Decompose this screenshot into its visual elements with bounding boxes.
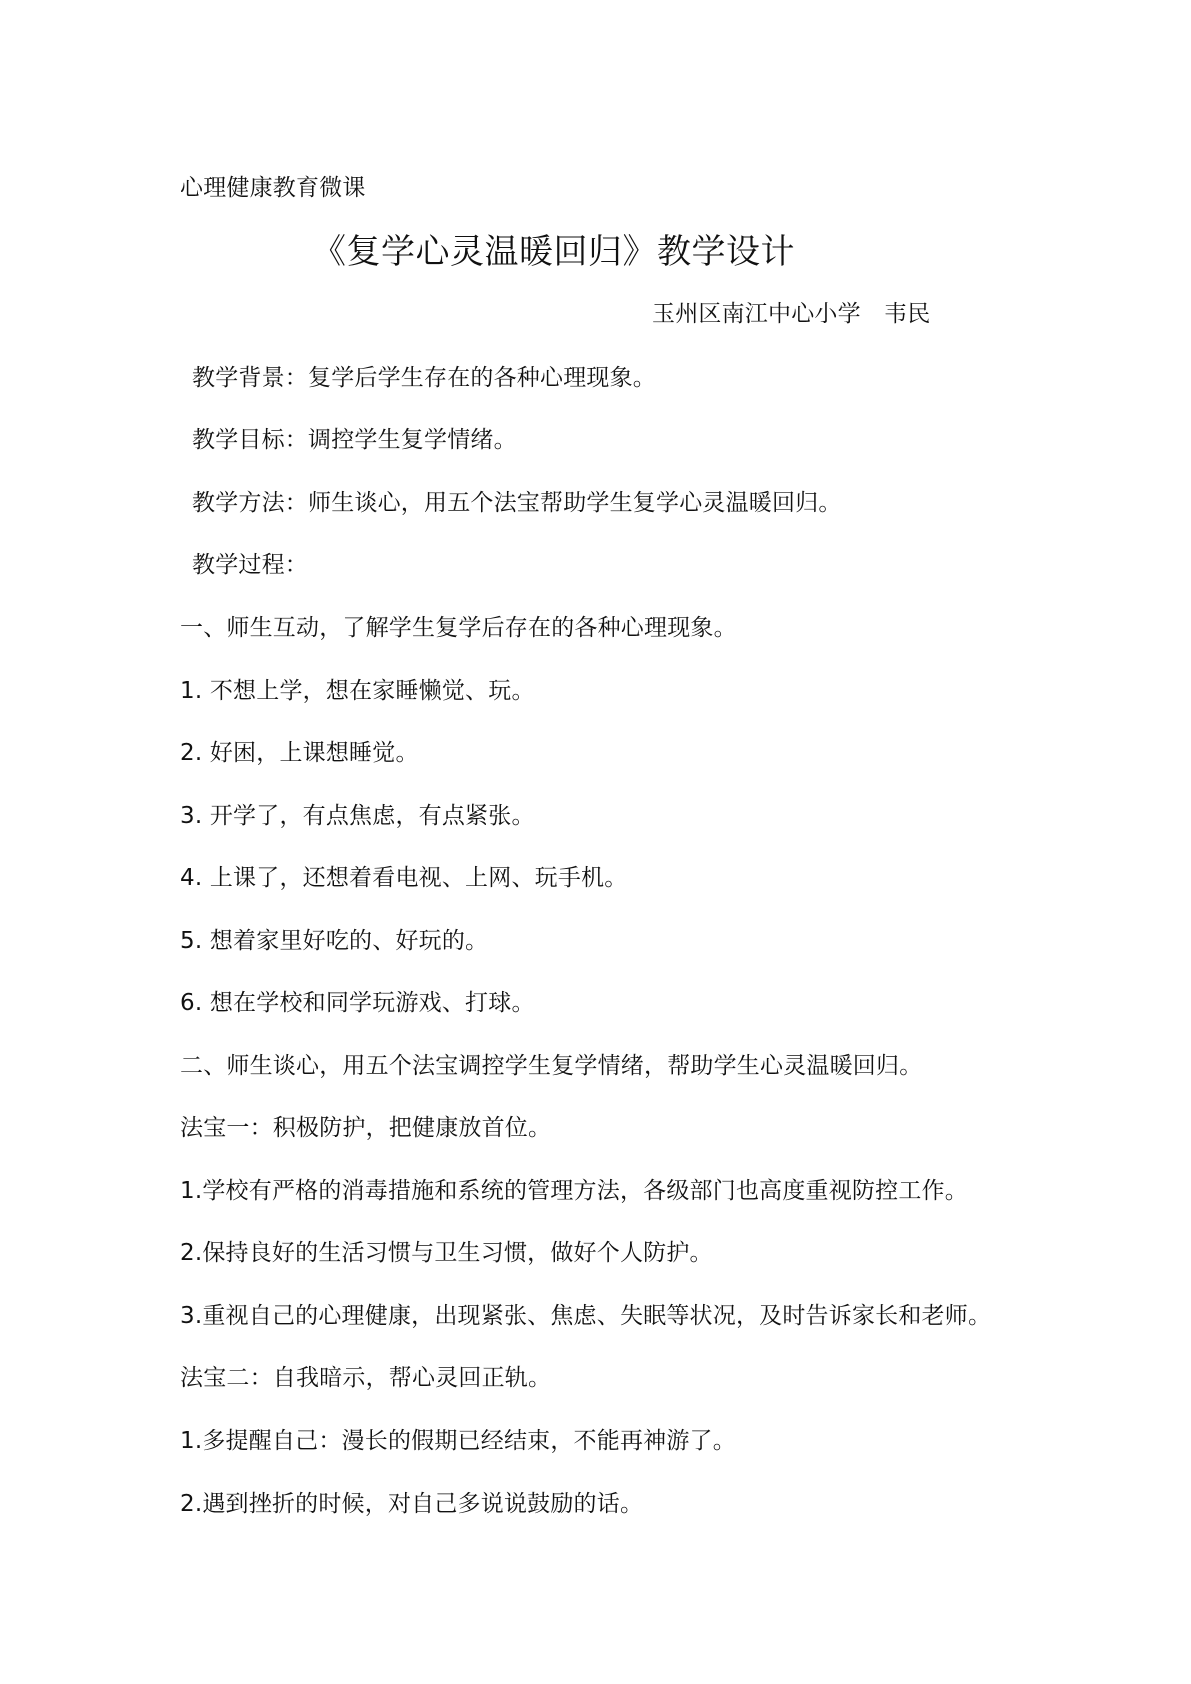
- teaching-method: 教学方法：师生谈心，用五个法宝帮助学生复学心灵温暖回归。: [192, 490, 842, 516]
- list-item: 5. 想着家里好吃的、好玩的。: [180, 928, 489, 954]
- teaching-background: 教学背景：复学后学生存在的各种心理现象。: [192, 365, 656, 391]
- list-item: 6. 想在学校和同学玩游戏、打球。: [180, 990, 535, 1016]
- list-item: 2.保持良好的生活习惯与卫生习惯，做好个人防护。: [180, 1240, 713, 1266]
- document-header: 心理健康教育微课: [180, 175, 366, 201]
- list-item: 3. 开学了，有点焦虑，有点紧张。: [180, 803, 535, 829]
- teaching-goal: 教学目标：调控学生复学情绪。: [192, 427, 517, 453]
- list-item: 1.学校有严格的消毒措施和系统的管理方法，各级部门也高度重视防控工作。: [180, 1178, 968, 1204]
- list-item: 1. 不想上学，想在家睡懒觉、玩。: [180, 678, 535, 704]
- document-author: 玉州区南江中心小学 韦民: [652, 301, 931, 327]
- section-heading: 一、师生互动，了解学生复学后存在的各种心理现象。: [180, 615, 737, 641]
- list-item: 3.重视自己的心理健康，出现紧张、焦虑、失眠等状况，及时告诉家长和老师。: [180, 1303, 992, 1329]
- document-title: 《复学心灵温暖回归》教学设计: [312, 232, 795, 272]
- list-item: 1.多提醒自己：漫长的假期已经结束，不能再神游了。: [180, 1428, 736, 1454]
- teaching-process: 教学过程：: [192, 552, 308, 578]
- treasure-heading: 法宝二：自我暗示，帮心灵回正轨。: [180, 1365, 552, 1391]
- list-item: 2.遇到挫折的时候，对自己多说说鼓励的话。: [180, 1491, 644, 1517]
- list-item: 2. 好困，上课想睡觉。: [180, 740, 419, 766]
- treasure-heading: 法宝一：积极防护，把健康放首位。: [180, 1115, 552, 1141]
- list-item: 4. 上课了，还想着看电视、上网、玩手机。: [180, 865, 628, 891]
- section-heading: 二、师生谈心，用五个法宝调控学生复学情绪，帮助学生心灵温暖回归。: [180, 1053, 923, 1079]
